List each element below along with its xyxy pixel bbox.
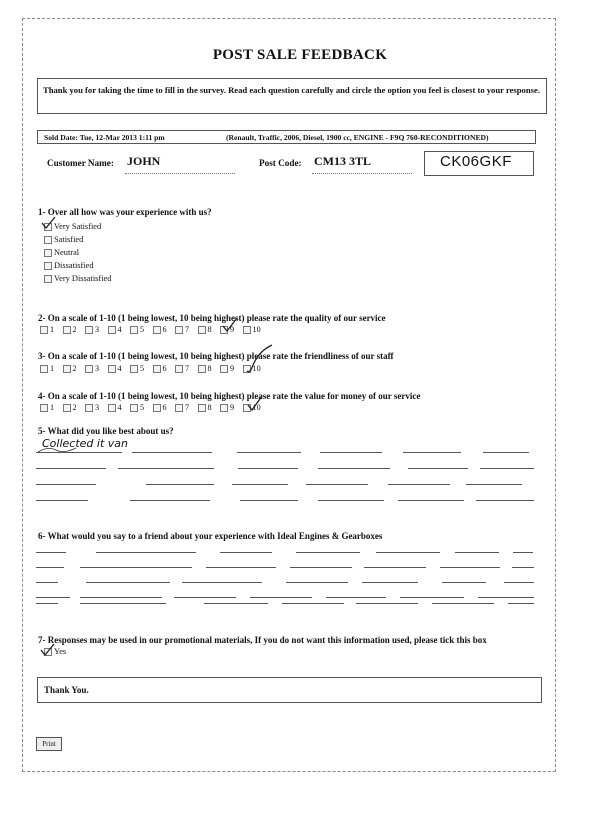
postcode-label: Post Code: [259, 158, 302, 168]
answer-line [512, 567, 534, 568]
q4-scale-option[interactable]: 7 [175, 403, 198, 412]
sold-date: Sold Date: Tue, 12-Mar 2013 1:11 pm [44, 133, 165, 142]
answer-line [326, 597, 386, 598]
q1-option[interactable]: Dissatisfied [44, 259, 111, 272]
q4-scale-option[interactable]: 10 [243, 403, 266, 412]
answer-line [86, 582, 170, 583]
checkbox[interactable] [220, 404, 228, 412]
checkbox[interactable] [44, 249, 52, 257]
q3-scale-option[interactable]: 4 [108, 364, 131, 373]
postcode-value: CM13 3TL [314, 154, 371, 168]
answer-line [318, 468, 390, 469]
q3-scale-option[interactable]: 6 [153, 364, 176, 373]
answer-line [174, 597, 236, 598]
q4-scale [40, 403, 265, 412]
answer-line [238, 468, 298, 469]
answer-line [36, 582, 58, 583]
checkbox[interactable] [85, 365, 93, 373]
checkbox[interactable] [130, 365, 138, 373]
q2-scale-option[interactable]: 7 [175, 325, 198, 334]
answer-line [250, 597, 312, 598]
answer-line [440, 567, 500, 568]
checkbox[interactable] [175, 365, 183, 373]
answer-line [400, 597, 464, 598]
checkbox[interactable] [63, 404, 71, 412]
q2-scale-option[interactable]: 10 [243, 325, 266, 334]
answer-line [36, 500, 88, 501]
answer-line [132, 452, 212, 453]
checkbox[interactable] [153, 326, 161, 334]
answer-line [237, 452, 301, 453]
q4-scale-option[interactable]: 4 [108, 403, 131, 412]
answer-line [403, 452, 461, 453]
checkbox[interactable] [63, 326, 71, 334]
checkbox[interactable] [243, 326, 251, 334]
answer-line [290, 567, 352, 568]
q3-scale-option[interactable]: 8 [198, 364, 221, 373]
q1-question: 1- Over all how was your experience with us? [38, 207, 212, 217]
customer-name-value: JOHN [127, 154, 161, 168]
answer-line [376, 552, 440, 553]
vehicle-details: (Renault, Traffic, 2006, Diesel, 1900 cc, ENGINE - F9Q 760-RECONDITIONED) [226, 133, 489, 142]
answer-line [240, 500, 298, 501]
checkbox[interactable] [198, 365, 206, 373]
q1-option[interactable]: Satisfied [44, 233, 111, 246]
answer-line [306, 484, 368, 485]
q3-scale-option[interactable]: 7 [175, 364, 198, 373]
checkbox[interactable] [85, 326, 93, 334]
answer-line [204, 603, 268, 604]
thanks-box [37, 677, 542, 703]
answer-line [36, 597, 70, 598]
answer-line [80, 567, 192, 568]
q7-option[interactable]: Yes [44, 647, 66, 656]
q7-question: 7- Responses may be used in our promotional materials, If you do not want this information used, please tick this box [38, 635, 487, 645]
q3-scale-option[interactable]: 2 [63, 364, 86, 373]
answer-line [480, 468, 534, 469]
checkbox[interactable] [130, 326, 138, 334]
q2-scale-option[interactable]: 6 [153, 325, 176, 334]
answer-line [232, 484, 288, 485]
checkbox[interactable] [153, 365, 161, 373]
q3-question: 3- On a scale of 1-10 (1 being lowest, 10 being highest) please rate the friendliness of our staff [38, 351, 394, 361]
q7-tick-mark [40, 643, 56, 657]
q4-scale-option[interactable]: 2 [63, 403, 86, 412]
q4-tick-mark [246, 395, 264, 413]
q3-scale-option[interactable]: 5 [130, 364, 153, 373]
q2-scale-option[interactable]: 8 [198, 325, 221, 334]
q1-option[interactable]: Neutral [44, 246, 111, 259]
q1-option[interactable]: Very Satisfied [44, 220, 111, 233]
q2-scale-option[interactable]: 4 [108, 325, 131, 334]
q1-tick-mark [41, 216, 57, 230]
answer-line [362, 582, 418, 583]
print-button[interactable]: Print [36, 737, 62, 751]
postcode-underline [312, 172, 412, 174]
q3-scale-option[interactable]: 10 [243, 364, 266, 373]
answer-line [356, 603, 418, 604]
q4-question: 4- On a scale of 1-10 (1 being lowest, 10 being highest) please rate the value for money of our service [38, 391, 421, 401]
q2-scale-option[interactable]: 9 [220, 325, 243, 334]
answer-line [182, 582, 262, 583]
q3-scale-option[interactable]: 9 [220, 364, 243, 373]
answer-line [320, 452, 382, 453]
q2-tick-mark [222, 317, 238, 333]
checkbox[interactable] [175, 326, 183, 334]
q3-scale [40, 364, 265, 373]
q6-question: 6- What would you say to a friend about your experience with Ideal Engines & Gearboxes [38, 531, 383, 541]
answer-line [478, 597, 534, 598]
answer-line [286, 582, 348, 583]
answer-line [36, 468, 106, 469]
q3-scale-option[interactable]: 3 [85, 364, 108, 373]
checkbox[interactable] [44, 262, 52, 270]
answer-line [513, 552, 533, 553]
q4-scale-option[interactable]: 8 [198, 403, 221, 412]
answer-line [36, 452, 122, 453]
answer-line [220, 552, 272, 553]
intro-text: Thank you for taking the time to fill in the survey. Read each question carefully and circle the option you feel is closest to your response. [43, 85, 540, 95]
answer-line [483, 452, 529, 453]
checkbox[interactable] [85, 404, 93, 412]
checkbox[interactable] [108, 365, 116, 373]
answer-line [296, 552, 360, 553]
q4-scale-option[interactable]: 9 [220, 403, 243, 412]
checkbox[interactable] [130, 404, 138, 412]
q2-scale-option[interactable]: 5 [130, 325, 153, 334]
q2-scale-option[interactable]: 2 [63, 325, 86, 334]
answer-line [96, 552, 196, 553]
checkbox[interactable] [40, 404, 48, 412]
checkbox[interactable] [44, 236, 52, 244]
answer-line [432, 603, 494, 604]
checkbox[interactable] [63, 365, 71, 373]
answer-line [130, 500, 210, 501]
answer-line [455, 552, 499, 553]
q1-option[interactable]: Very Dissatisfied [44, 272, 111, 285]
answer-line [388, 484, 450, 485]
answer-line [466, 484, 522, 485]
answer-line [508, 603, 534, 604]
checkbox[interactable] [108, 404, 116, 412]
answer-line [80, 597, 162, 598]
registration-plate: CK06GKF [440, 153, 512, 170]
checkbox[interactable] [40, 326, 48, 334]
q2-question: 2- On a scale of 1-10 (1 being lowest, 10 being highest) please rate the quality of our service [38, 313, 386, 323]
q5-handwritten-answer: Collected it van [42, 437, 128, 450]
checkbox[interactable] [198, 326, 206, 334]
q3-tick-mark [244, 343, 274, 375]
answer-line [476, 500, 534, 501]
handwriting-underline-mark [36, 432, 84, 454]
checkbox[interactable] [44, 275, 52, 283]
checkbox[interactable] [198, 404, 206, 412]
q3-scale-option[interactable]: 1 [40, 364, 63, 373]
answer-line [146, 484, 214, 485]
answer-line [36, 484, 96, 485]
customer-name-label: Customer Name: [47, 158, 114, 168]
answer-line [36, 567, 64, 568]
answer-line [364, 567, 426, 568]
thank-you-text: Thank You. [44, 685, 89, 695]
answer-line [282, 603, 344, 604]
answer-line [36, 603, 58, 604]
checkbox[interactable] [175, 404, 183, 412]
answer-line [442, 582, 486, 583]
q4-scale-option[interactable]: 1 [40, 403, 63, 412]
q2-scale-option[interactable]: 1 [40, 325, 63, 334]
answer-line [318, 500, 384, 501]
form-title: POST SALE FEEDBACK [212, 47, 388, 63]
answer-line [408, 468, 468, 469]
q5-question: 5- What did you like best about us? [38, 426, 174, 436]
checkbox[interactable] [40, 365, 48, 373]
answer-line [118, 468, 214, 469]
checkbox[interactable] [108, 326, 116, 334]
checkbox[interactable] [153, 404, 161, 412]
answer-line [398, 500, 464, 501]
q2-scale-option[interactable]: 3 [85, 325, 108, 334]
answer-line [36, 552, 66, 553]
checkbox[interactable] [220, 365, 228, 373]
q4-scale-option[interactable]: 3 [85, 403, 108, 412]
q4-scale-option[interactable]: 5 [130, 403, 153, 412]
customer-name-underline [125, 172, 235, 174]
answer-line [504, 582, 534, 583]
answer-line [80, 603, 166, 604]
q4-scale-option[interactable]: 6 [153, 403, 176, 412]
answer-line [206, 567, 276, 568]
